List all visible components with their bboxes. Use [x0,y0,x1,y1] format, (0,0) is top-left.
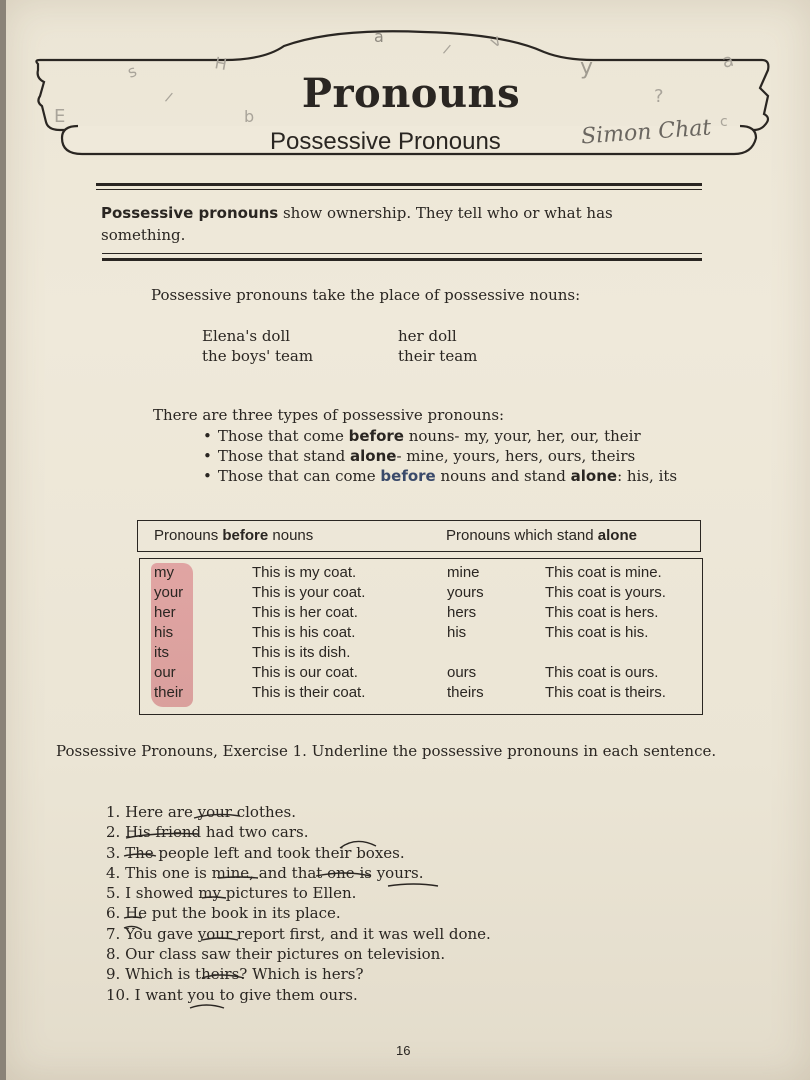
exercise-heading: Possessive Pronouns, Exercise 1. Underline the possessive pronouns in each sentence. [56,742,717,760]
svg-text:y: y [580,55,594,80]
exercise-item: 4. This one is mine, and that one is yours. [106,863,424,882]
table-cell-before-example: This is your coat. [252,584,366,601]
exercise-item: 10. I want you to give them ours. [106,985,358,1004]
exercise-item: 6. He put the book in its place. [106,904,341,923]
header-before-nouns: Pronouns before nouns [154,527,314,544]
exercise-item: 1. Here are your clothes. [106,803,296,821]
svg-text:c: c [720,114,728,130]
svg-text:a: a [719,49,736,73]
exercise-item: 9. Which is theirs? Which is hers? [106,965,364,984]
types-item: • Those that stand alone- mine, yours, hers, ours, theirs [203,446,677,466]
table-cell-pronoun: your [154,584,184,601]
table-cell-alone-example: This coat is ours. [545,664,659,681]
svg-text:a: a [374,30,384,46]
svg-text:s: s [124,61,140,82]
svg-text:b: b [244,107,255,126]
svg-text:?: ? [654,86,664,107]
example-noun: Elena's doll [202,327,291,345]
page-number: 16 [396,1043,411,1058]
definition-text: show ownership. They tell who or what has something. [101,204,613,244]
table-cell-alone-example: This coat is his. [545,624,649,641]
worksheet-page [6,0,810,1080]
table-cell-alone-example: This coat is theirs. [545,684,666,701]
underline-mark [124,854,156,856]
svg-text:E: E [54,106,66,127]
table-cell-alone-example: This coat is yours. [545,584,666,601]
underline-mark [126,834,198,839]
types-intro: There are three types of possessive pronouns: [153,406,505,424]
table-cell-alone-example: This coat is mine. [545,564,662,581]
underline-mark [124,926,142,930]
student-signature: Simon Chat [580,115,713,150]
exercise-item: 8. Our class saw their pictures on television. [106,945,446,964]
table-cell-pronoun: my [154,564,174,581]
table-cell-pronoun: his [154,624,174,641]
table-cell-before-example: This is our coat. [252,664,358,681]
types-item: • Those that come before nouns- my, your, her, our, their [203,426,677,446]
table-cell-before-example: This is his coat. [252,624,356,641]
table-cell-alone: his [447,624,467,641]
pen-underlines [6,0,810,1080]
underline-mark [218,877,258,878]
page-subtitle: Possessive Pronouns [270,128,501,155]
exercise-item: 3. The people left and took their boxes. [106,843,405,862]
header-stand-alone: Pronouns which stand alone [446,527,637,544]
page-title: Pronouns [301,70,521,117]
table-cell-pronoun: its [154,644,169,661]
svg-text:H: H [213,53,229,75]
table-cell-before-example: This is her coat. [252,604,358,621]
table-cell-alone: yours [447,584,484,601]
intro-text: Possessive pronouns take the place of possessive nouns: [151,286,581,304]
svg-text:l: l [161,90,175,106]
table-cell-pronoun: their [154,684,184,701]
svg-text:l: l [439,42,453,58]
exercise-item: 7. You gave your report first, and it was well done. [106,924,491,943]
underline-mark [202,975,244,978]
definition-term: Possessive pronouns [101,204,279,222]
underline-mark [124,917,142,918]
table-cell-alone-example: This coat is hers. [545,604,659,621]
table-cell-alone: ours [447,664,477,681]
types-item: • Those that can come before nouns and stand alone: his, its [203,466,677,486]
table-cell-alone: hers [447,604,477,621]
exercise-item: 2. His friend had two cars. [106,823,309,842]
exercise-item: 5. I showed my pictures to Ellen. [106,884,357,903]
table-cell-before-example: This is my coat. [252,564,357,581]
table-cell-alone: theirs [447,684,484,701]
table-cell-alone: mine [447,564,480,581]
table-cell-pronoun: her [154,604,176,621]
table-cell-pronoun: our [154,664,176,681]
svg-text:v: v [486,30,505,52]
underline-mark [316,873,370,876]
table-cell-before-example: This is its dish. [252,644,351,661]
underline-mark [388,884,438,886]
example-noun: the boys' team [202,347,314,365]
underline-mark [340,841,376,848]
example-pronoun: their team [398,347,478,365]
table-cell-before-example: This is their coat. [252,684,366,701]
underline-mark [202,938,238,940]
underline-mark [202,897,226,898]
underline-mark [190,1005,224,1008]
underline-mark [194,814,240,818]
example-pronoun: her doll [398,327,457,345]
